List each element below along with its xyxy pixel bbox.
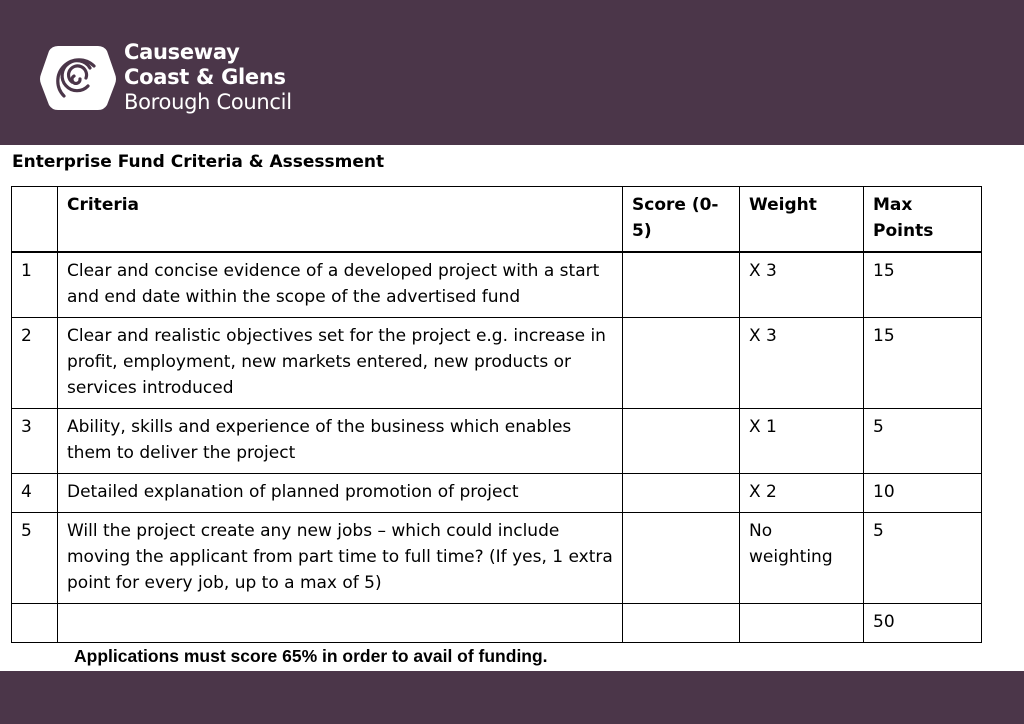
table-row (12, 474, 982, 513)
spiral-logo-icon (40, 44, 116, 112)
criteria-table (11, 186, 982, 643)
table-row (12, 409, 982, 474)
logo-line-1: Causeway (124, 40, 240, 64)
total-score-cell[interactable] (623, 604, 740, 643)
row-number: 4 (12, 474, 58, 513)
criteria-text: Clear and concise evidence of a developed project with a start and end date within the scope of the advertised fund (58, 252, 623, 318)
score-cell[interactable] (623, 252, 740, 318)
criteria-text: Ability, skills and experience of the business which enables them to deliver the project (58, 409, 623, 474)
header-weight: Weight (740, 187, 864, 253)
header-criteria: Criteria (58, 187, 623, 253)
table-header-row (12, 187, 982, 253)
max-points-cell: 5 (864, 409, 982, 474)
total-max-points: 50 (864, 604, 982, 643)
council-name (124, 40, 292, 115)
header-score: Score (0-5) (623, 187, 740, 253)
council-logo (40, 40, 292, 115)
header-num (12, 187, 58, 253)
total-row (12, 604, 982, 643)
row-number: 3 (12, 409, 58, 474)
max-points-cell: 15 (864, 318, 982, 409)
page-title: Enterprise Fund Criteria & Assessment (12, 152, 385, 172)
row-number: 5 (12, 513, 58, 604)
criteria-text (58, 604, 623, 643)
funding-note: Applications must score 65% in order to avail of funding. (74, 646, 548, 666)
score-cell[interactable] (623, 474, 740, 513)
max-points-cell: 5 (864, 513, 982, 604)
table-row (12, 252, 982, 318)
criteria-text: Detailed explanation of planned promotion of project (58, 474, 623, 513)
weight-cell (740, 604, 864, 643)
weight-cell: No weighting (740, 513, 864, 604)
footer-band (0, 671, 1024, 724)
table-row (12, 513, 982, 604)
row-number: 1 (12, 252, 58, 318)
score-cell[interactable] (623, 318, 740, 409)
score-cell[interactable] (623, 409, 740, 474)
weight-cell: X 2 (740, 474, 864, 513)
row-number: 2 (12, 318, 58, 409)
header-max-points: Max Points (864, 187, 982, 253)
weight-cell: X 3 (740, 318, 864, 409)
weight-cell: X 1 (740, 409, 864, 474)
logo-line-2: Coast & Glens (124, 65, 286, 89)
criteria-text: Clear and realistic objectives set for the project e.g. increase in profit, employment, new markets entered, new products or services introduced (58, 318, 623, 409)
weight-cell: X 3 (740, 252, 864, 318)
score-cell[interactable] (623, 513, 740, 604)
row-number (12, 604, 58, 643)
logo-line-3: Borough Council (124, 90, 292, 114)
max-points-cell: 15 (864, 252, 982, 318)
criteria-text: Will the project create any new jobs – which could include moving the applicant from part time to full time? (If yes, 1 extra point for every job, up to a max of 5) (58, 513, 623, 604)
max-points-cell: 10 (864, 474, 982, 513)
table-row (12, 318, 982, 409)
